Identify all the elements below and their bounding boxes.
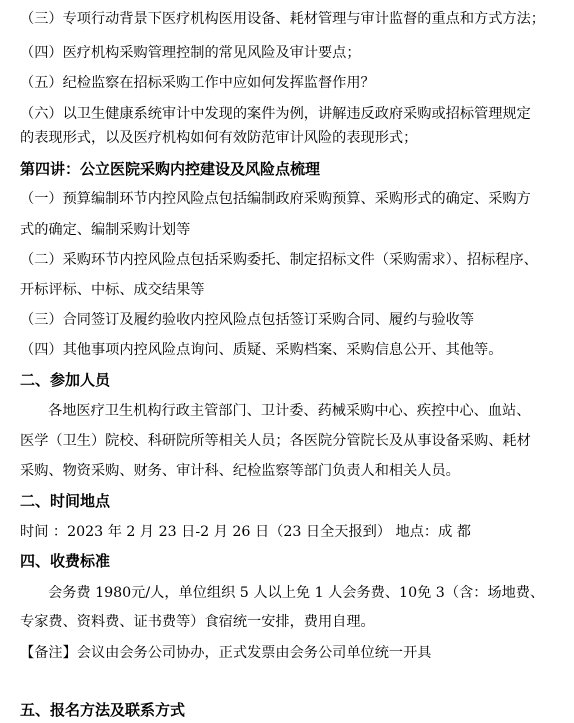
section-heading: 二、参加人员 xyxy=(20,371,111,389)
text-line: 专家费、资料费、证书费等）食宿统一安排，费用自理。 xyxy=(20,614,375,630)
text-line: 医学（卫生）院校、科研院所等相关人员；各医院分管院长及从事设备采购、耗材 xyxy=(20,433,531,449)
text-line: （三）合同签订及履约验收内控风险点包括签订采购合同、履约与验收等 xyxy=(20,312,475,328)
text-line: 各地医疗卫生机构行政主管部门、卫计委、药械采购中心、疾控中心、血站、 xyxy=(48,403,531,419)
text-line: 式的确定、编制采购计划等 xyxy=(20,222,191,238)
section-heading: 五、报名方法及联系方式 xyxy=(20,701,186,719)
text-line: （一）预算编制环节内控风险点包括编制政府采购预算、采购形式的确定、采购方 xyxy=(20,191,531,207)
text-line: （三）专项行动背景下医疗机构医用设备、耗材管理与审计监督的重点和方式方法； xyxy=(20,11,545,27)
text-line: 会务费 1980元/人，单位组织 5 人以上免 1 人会务费、10免 3（含：场地费、 xyxy=(48,585,545,601)
text-line: 采购、物资采购、财务、审计科、纪检监察等部门负责人和相关人员。 xyxy=(20,463,460,479)
text-line: （五）纪检监察在招标采购工作中应如何发挥监督作用？ xyxy=(20,75,375,91)
text-line: 的表现形式，以及医疗机构如何有效防范审计风险的表现形式； xyxy=(20,130,418,146)
text-line: （二）采购环节内控风险点包括采购委托、制定招标文件（采购需求）、招标程序、 xyxy=(20,252,538,268)
section-heading: 二、时间地点 xyxy=(20,492,111,510)
text-line: 时间 ：2023 年 2 月 23 日-2 月 26 日（23 日全天报到） 地点：成 都 xyxy=(20,524,471,540)
text-line: （四）医疗机构采购管理控制的常见风险及审计要点； xyxy=(20,45,361,61)
section-heading: 四、收费标准 xyxy=(20,552,111,570)
text-line: （六）以卫生健康系统审计中发现的案件为例，讲解违反政府采购或招标管理规定 xyxy=(20,106,531,122)
text-line: 开标评标、中标、成交结果等 xyxy=(20,282,205,298)
section-heading: 第四讲：公立医院采购内控建设及风险点梳理 xyxy=(20,160,321,178)
text-line: （四）其他事项内控风险点询问、质疑、采购档案、采购信息公开、其他等。 xyxy=(20,342,503,358)
note-line: 【备注】会议由会务公司协办，正式发票由会务公司单位统一开具 xyxy=(20,645,432,661)
